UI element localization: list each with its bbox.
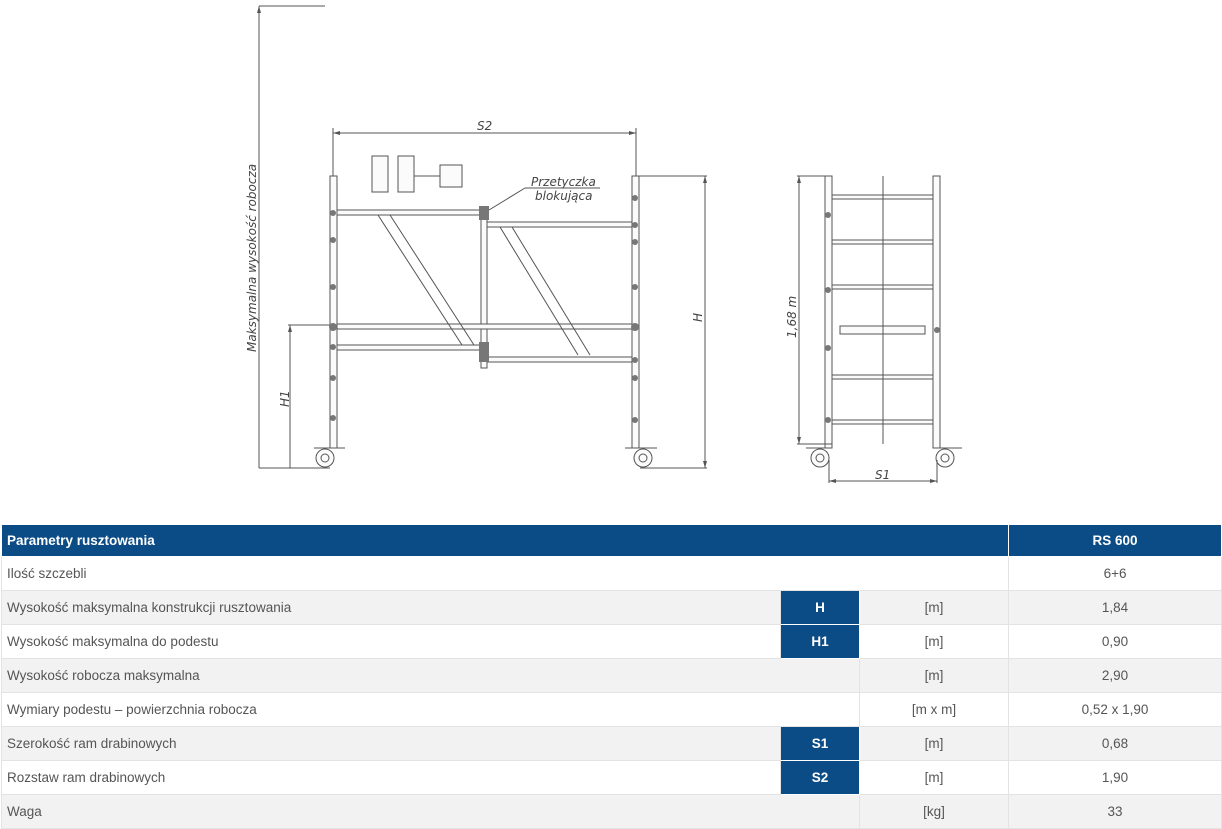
row-label: Wysokość maksymalna konstrukcji rusztowania <box>2 591 781 625</box>
table-row <box>2 795 1222 829</box>
row-label: Szerokość ram drabinowych <box>2 727 781 761</box>
pin-label-line1: Przetyczka <box>531 175 596 189</box>
table-row <box>2 659 1222 693</box>
row-unit: [kg] <box>860 795 1009 829</box>
table-header-label: Parametry rusztowania <box>2 525 1009 557</box>
row-symbol-badge: S1 <box>781 727 860 761</box>
row-symbol-badge: S2 <box>781 761 860 795</box>
row-unit: [m] <box>860 625 1009 659</box>
row-unit: [m] <box>860 591 1009 625</box>
row-label: Waga <box>2 795 860 829</box>
row-unit: [m x m] <box>860 693 1009 727</box>
row-value: 2,90 <box>1009 659 1222 693</box>
s2-label: S2 <box>477 119 493 133</box>
row-value: 1,90 <box>1009 761 1222 795</box>
row-symbol-badge: H <box>781 591 860 625</box>
h1-label: H1 <box>278 390 292 407</box>
max-working-height-label: Maksymalna wysokość robocza <box>245 163 259 352</box>
table-row <box>2 693 1222 727</box>
table-row <box>2 761 1222 795</box>
row-label: Rozstaw ram drabinowych <box>2 761 781 795</box>
row-value: 0,90 <box>1009 625 1222 659</box>
table-header-row <box>2 525 1222 557</box>
row-value: 6+6 <box>1009 557 1222 591</box>
row-label: Wymiary podestu – powierzchnia robocza <box>2 693 860 727</box>
table-row <box>2 727 1222 761</box>
row-label: Ilość szczebli <box>2 557 1009 591</box>
row-value: 33 <box>1009 795 1222 829</box>
s1-label: S1 <box>875 468 891 482</box>
table-row <box>2 591 1222 625</box>
table-row <box>2 625 1222 659</box>
row-unit: [m] <box>860 761 1009 795</box>
scaffold-parameters-table <box>1 525 1222 829</box>
rung-spacing-label: 1,68 m <box>785 295 799 338</box>
row-unit: [m] <box>860 727 1009 761</box>
table-header-model: RS 600 <box>1009 525 1222 557</box>
row-label: Wysokość maksymalna do podestu <box>2 625 781 659</box>
pin-label-line2: blokująca <box>535 189 593 203</box>
table-row <box>2 557 1222 591</box>
row-symbol-badge: H1 <box>781 625 860 659</box>
row-value: 0,52 x 1,90 <box>1009 693 1222 727</box>
row-label: Wysokość robocza maksymalna <box>2 659 860 693</box>
h-label: H <box>691 312 705 322</box>
row-value: 1,84 <box>1009 591 1222 625</box>
row-unit: [m] <box>860 659 1009 693</box>
row-value: 0,68 <box>1009 727 1222 761</box>
